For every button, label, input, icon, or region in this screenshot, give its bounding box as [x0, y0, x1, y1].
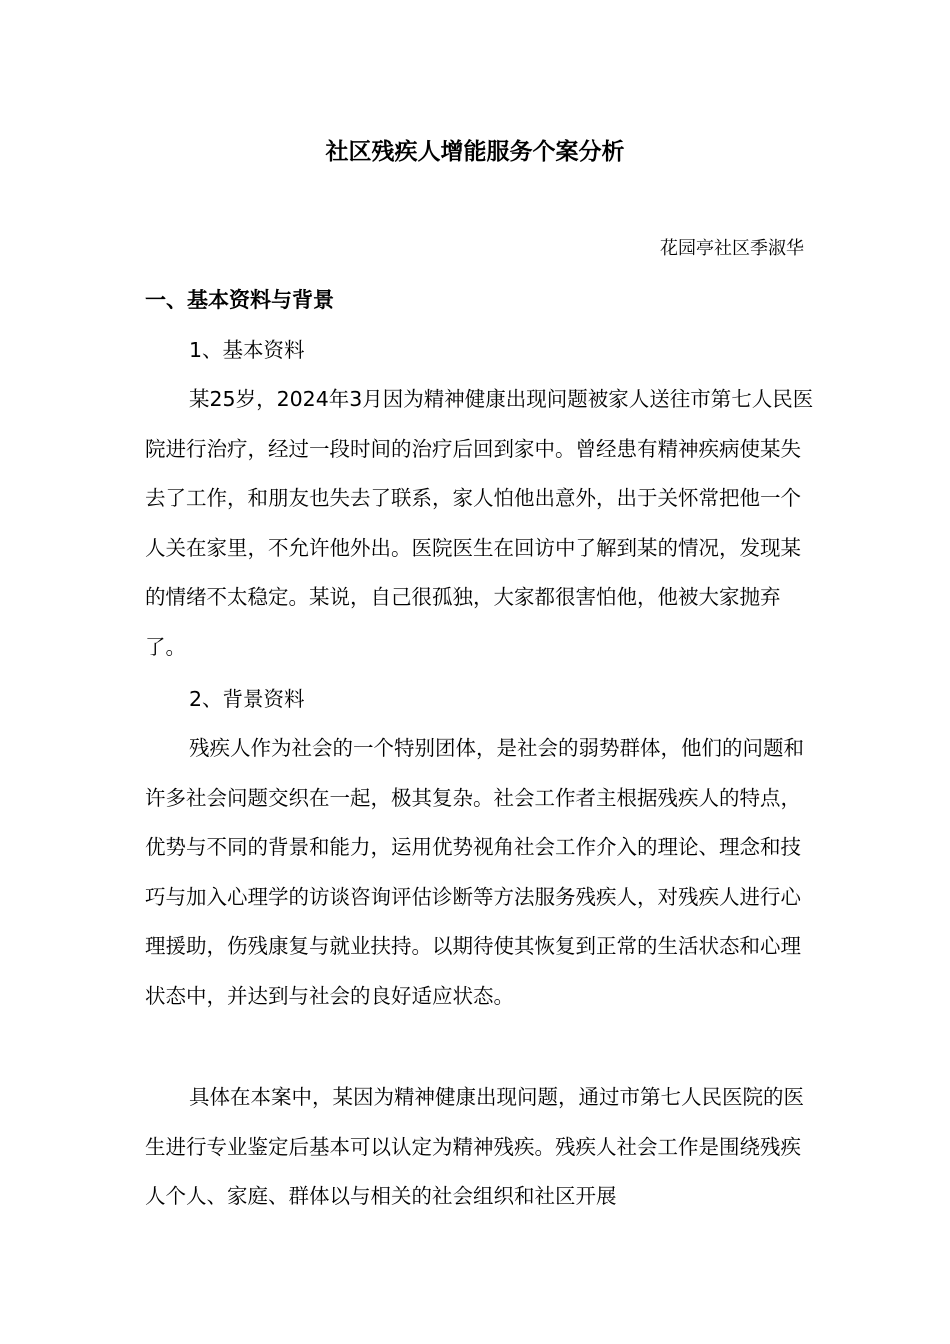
paragraph-background-1: [145, 724, 820, 1074]
author-line: 花园亭社区季淑华: [660, 238, 804, 259]
paragraph-background-2: [145, 1073, 820, 1223]
body-paragraph: 具体在本案中，某因为精神健康出现问题，通过市第七人民医院的医生进行专业鉴定后基本可以认定为精神残疾。残疾人社会工作是围绕残疾人个人、家庭、群体以与相关的社会组织和社区开展: [145, 1085, 804, 1208]
body-paragraph: 残疾人作为社会的一个特别团体，是社会的弱势群体，他们的问题和许多社会问题交织在一起，极其复杂。社会工作者主根据残疾人的特点，优势与不同的背景和能力，运用优势视角社会工作介入的理论、理念和技巧与加入心理学的访谈咨询评估诊断等方法服务残疾人，对残疾人进行心理援助，伤残康复与就业扶持。以期待使其恢复到正常的生活状态和心理状态中，并达到与社会的良好适应状态。: [145, 736, 804, 1008]
subsection-heading-background: 2、背景资料: [189, 687, 305, 711]
section-heading: 一、基本资料与背景: [145, 288, 334, 312]
body-paragraph: 某25岁，2024年3月因为精神健康出现问题被家人送往市第七人民医院进行治疗，经过一段时间的治疗后回到家中。曾经患有精神疾病使某失去了工作，和朋友也失去了联系，家人怕他出意外，出于关怀常把他一个人关在家里，不允许他外出。医院医生在回访中了解到某的情况，发现某的情绪不太稳定。某说，自己很孤独，大家都很害怕他，他被大家抛弃了。: [145, 387, 814, 659]
document-title: 社区残疾人增能服务个案分析: [325, 139, 625, 165]
paragraph-basic-info: [145, 375, 820, 675]
subsection-heading-basic-info: 1、基本资料: [189, 338, 305, 362]
